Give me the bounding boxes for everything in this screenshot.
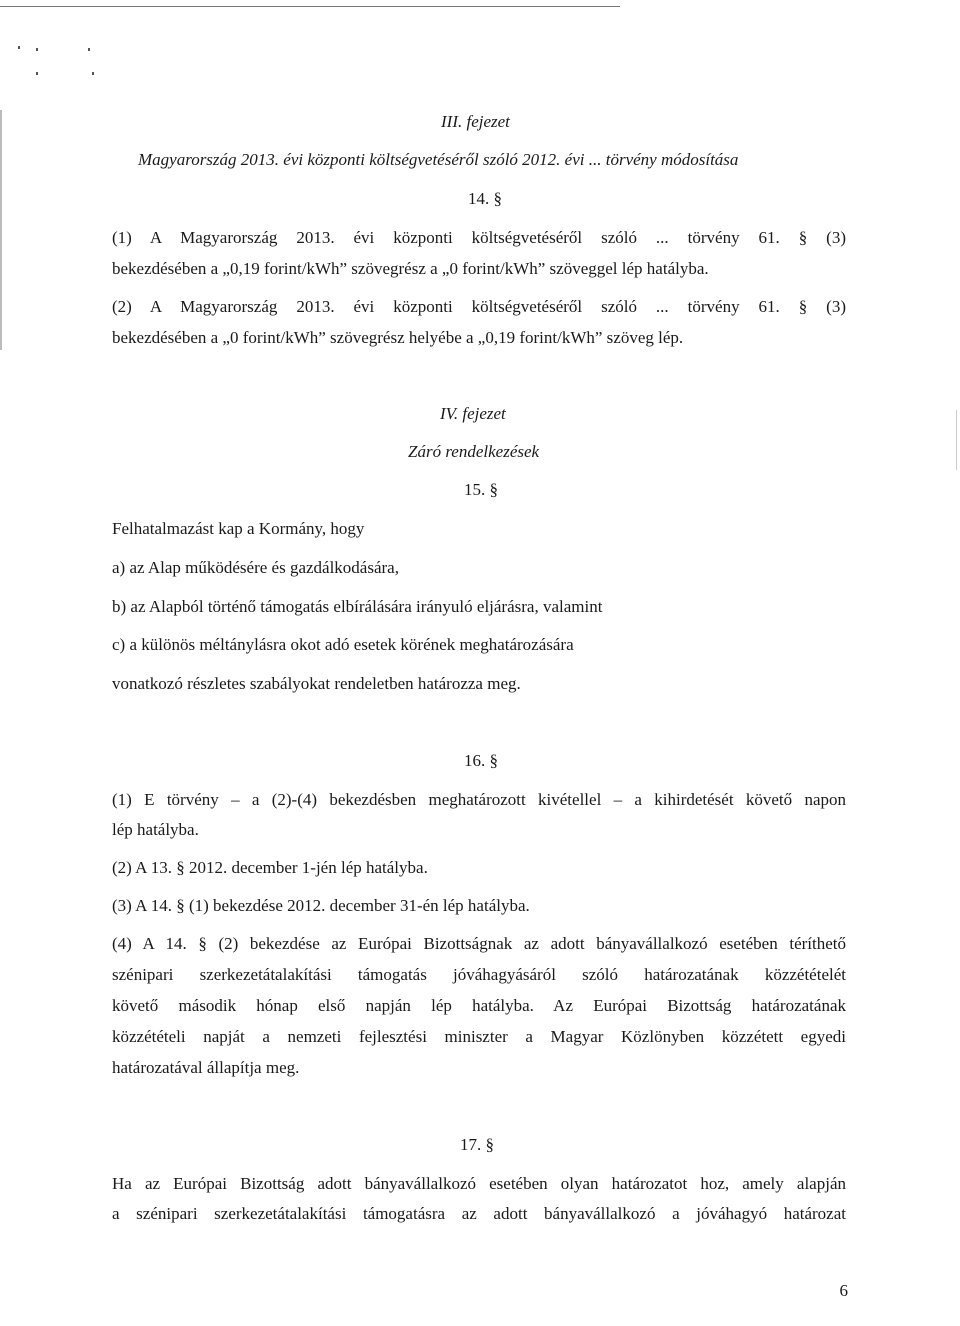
scan-speck — [18, 46, 20, 49]
scan-edge-right — [956, 410, 957, 470]
paragraph-line: (2) A Magyarország 2013. évi központi költségvetéséről szóló ... törvény 61. § (3) — [112, 297, 846, 316]
section-number: 17. § — [460, 1135, 494, 1154]
paragraph-line: bekezdésében a „0,19 forint/kWh” szövegrész a „0 forint/kWh” szöveggel lép hatályba. — [112, 259, 709, 278]
paragraph-line: Ha az Európai Bizottság adott bányavállalkozó esetében olyan határozatot hoz, amely alapján — [112, 1174, 846, 1193]
scan-speck — [88, 48, 90, 51]
paragraph-line: (4) A 14. § (2) bekezdése az Európai Bizottságnak az adott bányavállalkozó esetében téríthető — [112, 934, 846, 953]
chapter-title: Záró rendelkezések — [408, 442, 540, 461]
scan-edge-left — [0, 110, 2, 350]
chapter-heading: III. fejezet — [441, 112, 510, 131]
scan-speck — [36, 48, 38, 51]
paragraph-line: (3) A 14. § (1) bekezdése 2012. december 31-én lép hatályba. — [112, 896, 530, 915]
paragraph-line: (1) E törvény – a (2)-(4) bekezdésben meghatározott kivétellel – a kihirdetését követő napon — [112, 790, 846, 809]
paragraph-line: szénipari szerkezetátalakítási támogatás jóváhagyásáról szóló határozatának közzétételét — [112, 965, 846, 984]
chapter-title: Magyarország 2013. évi központi költségvetéséről szóló 2012. évi ... törvény módosítása — [138, 150, 739, 169]
paragraph-line: közzétételi napját a nemzeti fejlesztési miniszter a Magyar Közlönyben közzétett egyedi — [112, 1027, 846, 1046]
paragraph-line: lép hatályba. — [112, 820, 199, 839]
paragraph-line: követő második hónap első napján lép hatályba. Az Európai Bizottság határozatának — [112, 996, 846, 1015]
scan-speck — [36, 72, 38, 75]
paragraph-line: (1) A Magyarország 2013. évi központi költségvetéséről szóló ... törvény 61. § (3) — [112, 228, 846, 247]
section-number: 16. § — [464, 751, 498, 770]
section-number: 14. § — [468, 189, 502, 208]
paragraph-line: a szénipari szerkezetátalakítási támogatásra az adott bányavállalkozó a jóváhagyó határozat — [112, 1204, 846, 1223]
paragraph-line: (2) A 13. § 2012. december 1-jén lép hatályba. — [112, 858, 428, 877]
paragraph-line: bekezdésében a „0 forint/kWh” szövegrész helyébe a „0,19 forint/kWh” szöveg lép. — [112, 328, 684, 347]
paragraph-line: határozatával állapítja meg. — [112, 1058, 300, 1077]
section-number: 15. § — [464, 480, 498, 499]
list-item: b) az Alapból történő támogatás elbírálására irányuló eljárásra, valamint — [112, 597, 603, 616]
scan-edge-line — [0, 6, 620, 7]
scan-speck — [92, 72, 94, 75]
paragraph-line: vonatkozó részletes szabályokat rendeletben határozza meg. — [112, 674, 521, 693]
list-item: a) az Alap működésére és gazdálkodására, — [112, 558, 399, 577]
page-number: 6 — [839, 1281, 848, 1300]
list-item: c) a különös méltánylásra okot adó esetek körének meghatározására — [112, 635, 574, 654]
chapter-heading: IV. fejezet — [440, 404, 506, 423]
paragraph-line: Felhatalmazást kap a Kormány, hogy — [112, 519, 365, 538]
